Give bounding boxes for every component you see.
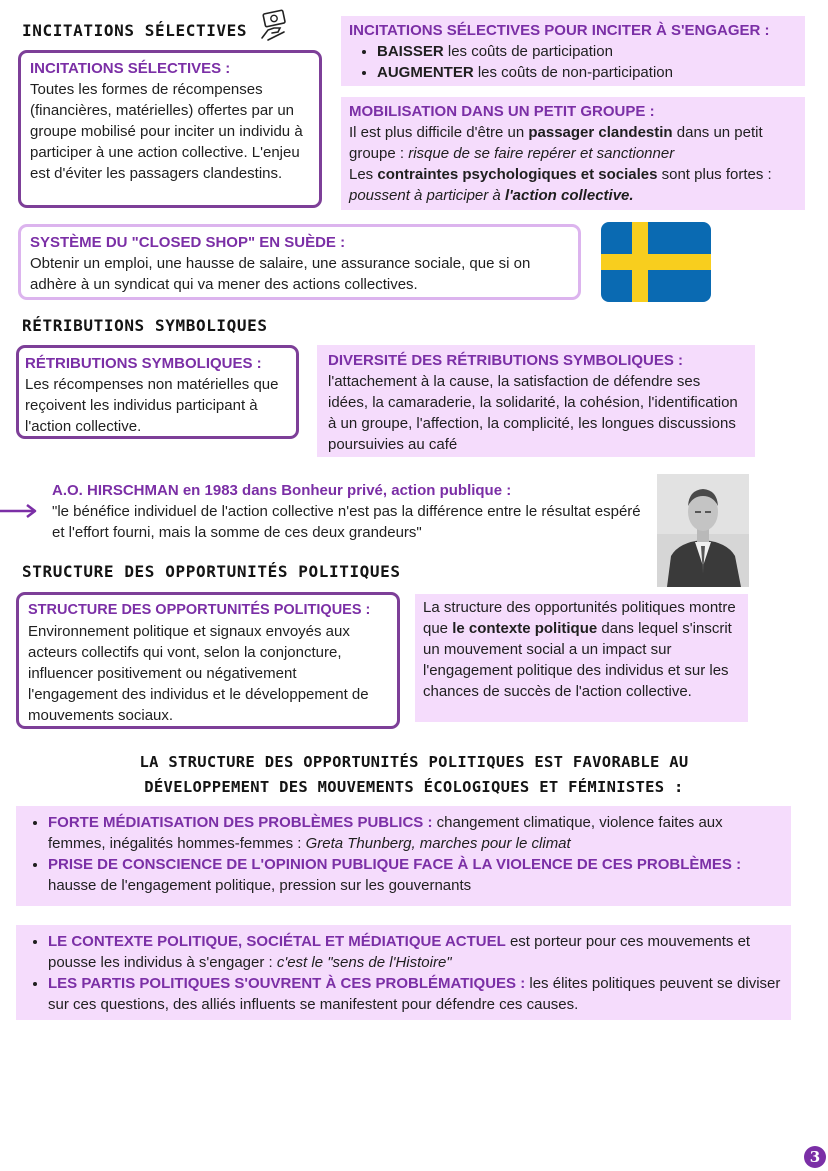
box-closed-shop-title: SYSTÈME DU "CLOSED SHOP" EN SUÈDE : bbox=[30, 234, 346, 251]
sweden-flag-icon bbox=[601, 222, 711, 302]
page-number-badge bbox=[804, 1146, 826, 1168]
box-retributions-title: RÉTRIBUTIONS SYMBOLIQUES : bbox=[25, 355, 262, 372]
box-closed-shop bbox=[18, 224, 581, 300]
box-structure bbox=[16, 592, 400, 729]
box-incitations-selectives bbox=[18, 50, 322, 208]
heading-structure: STRUCTURE DES OPPORTUNITÉS POLITIQUES bbox=[22, 562, 401, 581]
quote-text: "le bénéfice individuel de l'action collective n'est pas la différence entre le résultat espéré et l'effort fourni, mais la somme de ces deux grandeurs" bbox=[52, 503, 641, 541]
arrow-right-icon bbox=[0, 502, 40, 520]
box-diversite-text: l'attachement à la cause, la satisfaction de défendre ses idées, la camaraderie, la solidarité, la cohésion, l'identification à un groupe, l'affection, la complicité, les longues discussions poursuivies au café bbox=[328, 373, 738, 453]
list-item: • PRISE DE CONSCIENCE DE L'OPINION PUBLIQUE FACE À LA VIOLENCE DE CES PROBLÈMES : hausse de l'engagement politique, pression sur les gouvernants bbox=[48, 854, 783, 896]
box-incitations-text: Toutes les formes de récompenses (financières, matérielles) offertes par un groupe mobilisé pour inciter un individu à participer à une action collective. L'enjeu est d'éviter les passagers clandestins. bbox=[30, 81, 303, 182]
center-heading-line1: LA STRUCTURE DES OPPORTUNITÉS POLITIQUES EST FAVORABLE AU bbox=[139, 753, 689, 771]
list-box-2 bbox=[16, 925, 791, 1020]
center-heading-line2: DÉVELOPPEMENT DES MOUVEMENTS ÉCOLOGIQUES ET FÉMINISTES : bbox=[144, 778, 684, 796]
list-item: • AUGMENTER les coûts de non-participation bbox=[377, 62, 797, 83]
box-diversite-title: DIVERSITÉ DES RÉTRIBUTIONS SYMBOLIQUES : bbox=[328, 352, 684, 369]
center-heading bbox=[0, 750, 828, 800]
money-hand-icon bbox=[258, 8, 290, 44]
heading-retributions: RÉTRIBUTIONS SYMBOLIQUES bbox=[22, 316, 268, 335]
box-contexte-text: La structure des opportunités politiques montre que le contexte politique dans lequel s'inscrit un mouvement social a un impact sur l'engagement politique des individus et sur les chances de succès de l'action collective. bbox=[423, 599, 736, 700]
heading-incitations bbox=[22, 20, 247, 42]
box-retributions-text: Les récompenses non matérielles que reçoivent les individus participant à l'action collective. bbox=[25, 376, 279, 435]
box-contexte bbox=[415, 594, 748, 722]
box-engager-title: INCITATIONS SÉLECTIVES POUR INCITER À S'ENGAGER : bbox=[349, 22, 770, 39]
box-closed-shop-text: Obtenir un emploi, une hausse de salaire, une assurance sociale, que si on adhère à un syndicat qui va mener des actions collectives. bbox=[30, 255, 531, 293]
box-diversite bbox=[317, 345, 755, 457]
box-structure-text: Environnement politique et signaux envoyés aux acteurs collectifs qui vont, selon la conjoncture, influencer positivement ou négativement l'engagement des individus et le développement de mouvements sociaux. bbox=[28, 623, 369, 724]
quote-title: A.O. HIRSCHMAN en 1983 dans Bonheur privé, action publique : bbox=[52, 482, 512, 499]
quote-hirschman bbox=[52, 480, 652, 543]
box-retributions bbox=[16, 345, 299, 439]
box-structure-title: STRUCTURE DES OPPORTUNITÉS POLITIQUES : bbox=[28, 602, 371, 618]
list-1 bbox=[16, 812, 783, 896]
box-inciter-engager bbox=[341, 16, 805, 86]
list-item: • LE CONTEXTE POLITIQUE, SOCIÉTAL ET MÉDIATIQUE ACTUEL est porteur pour ces mouvements et pousse les individus à s'engager : c'est le "sens de l'Histoire" bbox=[48, 931, 783, 973]
hirschman-portrait bbox=[657, 474, 749, 587]
list-item: • FORTE MÉDIATISATION DES PROBLÈMES PUBLICS : changement climatique, violence faites aux femmes, inégalités hommes-femmes : Greta Thunberg, marches pour le climat bbox=[48, 812, 783, 854]
list-box-1 bbox=[16, 806, 791, 906]
list-item: • BAISSER les coûts de participation bbox=[377, 41, 797, 62]
page-number: 3 bbox=[809, 1148, 821, 1166]
heading-incitations-text: INCITATIONS SÉLECTIVES bbox=[22, 21, 248, 40]
box-petit-groupe-title: MOBILISATION DANS UN PETIT GROUPE : bbox=[349, 103, 655, 120]
box-petit-groupe bbox=[341, 97, 805, 210]
list-2 bbox=[16, 931, 783, 1015]
engager-list bbox=[349, 41, 797, 83]
box-petit-groupe-text: Il est plus difficile d'être un passager clandestin dans un petit groupe : risque de se faire repérer et sanctionner Les contraintes psychologiques et sociales sont plus fortes : poussent à participer à l'action collective. bbox=[349, 124, 772, 204]
list-item: • LES PARTIS POLITIQUES S'OUVRENT À CES PROBLÉMATIQUES : les élites politiques peuvent se diviser sur ces questions, des alliés influents se manifestent pour défendre ces causes. bbox=[48, 973, 783, 1015]
box-incitations-title: INCITATIONS SÉLECTIVES : bbox=[30, 60, 231, 77]
